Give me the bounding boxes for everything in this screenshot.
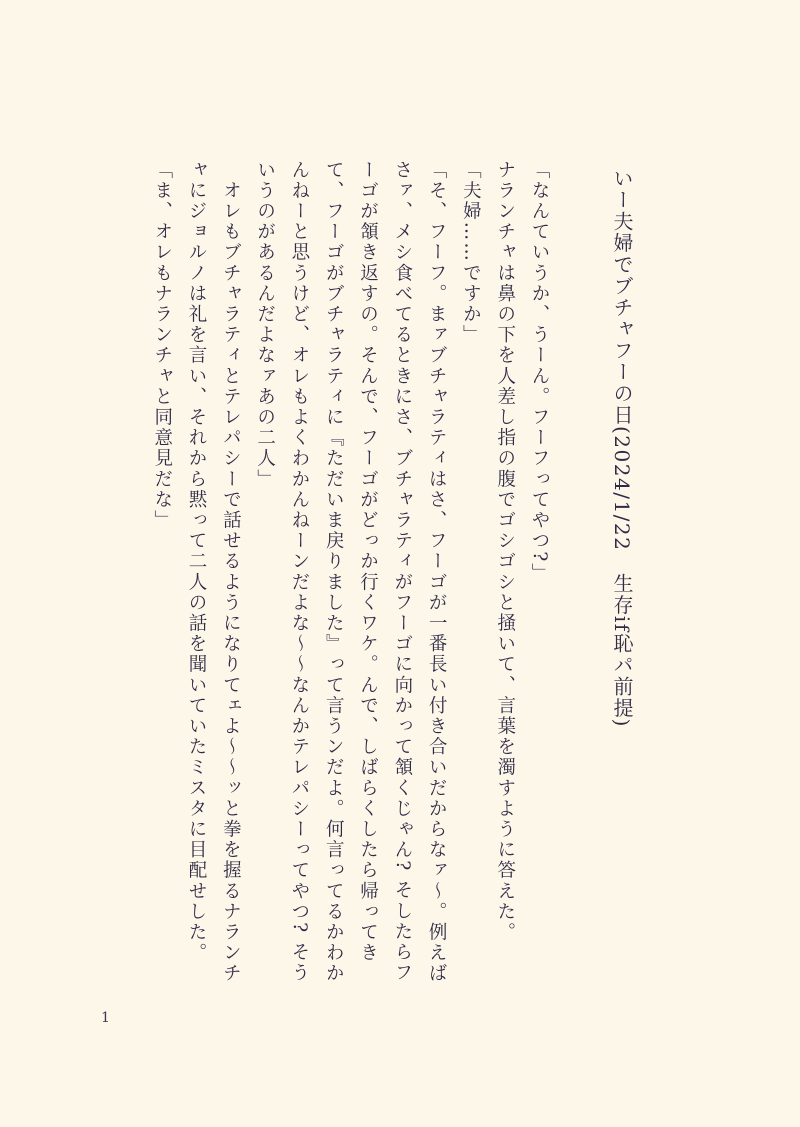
paragraph: ナランチャは鼻の下を人差し指の腹でゴシゴシと掻いて、言葉を濁すように答えた。 bbox=[494, 160, 516, 943]
paragraph: 「なんていうか、うーん。フーフってやつ?」 bbox=[529, 160, 550, 585]
body-text bbox=[96, 160, 556, 995]
paragraph: オレもブチャラティとテレパシーで話せるようになりてェよ〜〜ッと拳を握るナランチャにジョルノは礼を言い、それから黙って二人の話を聞いていたミスタに目配せした。 bbox=[186, 160, 242, 984]
paragraph: 「夫婦……ですか」 bbox=[460, 160, 482, 346]
paragraph: 「そ、フーフ。まァブチャラティはさ、フーゴが一番長い付き合いだからなァ〜。例えばさァ、メシ食べてるときにさ、ブチャラティがフーゴに向かって頷くじゃん? そしたらフーゴが頷き返すの。そんで、フーゴがどっか行くワケ。んで、しばらくしたら帰ってきて、フーゴがブチャラティに『ただいま戻りました』って言うンだよ。何言ってるかわかんねーと思うけど、オレもよくわかんねーンだよな〜〜なんかテレパシーってやつ? そういうのがあるんだよなァあの二人」 bbox=[254, 160, 448, 984]
page-number: 1 bbox=[101, 1010, 110, 1026]
paragraph: 「ま、オレもナランチャと同意見だな」 bbox=[151, 160, 173, 531]
document-title: いー夫婦でブチャフーの日(2024/1/22 生存if恥パ前提) bbox=[610, 168, 634, 728]
